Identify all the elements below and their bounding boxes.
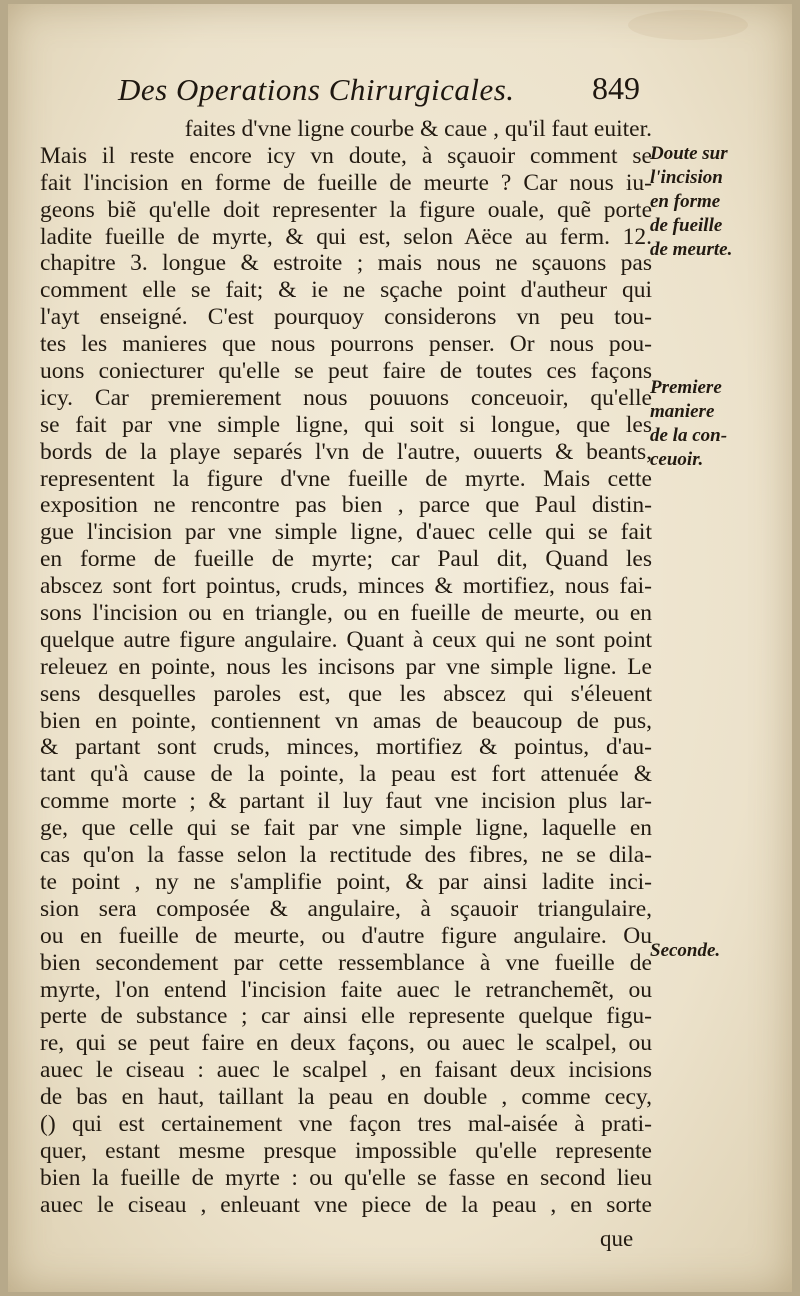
text-line: se fait par vne simple ligne, qui soit si longue, que les xyxy=(40,411,652,438)
text-line: sion sera composée & angulaire, à sçauoir triangulaire, xyxy=(40,895,652,922)
text-line: en forme de fueille de myrte; car Paul dit, Quand les xyxy=(40,546,652,573)
text-line: tant qu'à cause de la pointe, la peau est fort attenuée & xyxy=(40,761,652,788)
text-line: faites d'vne ligne courbe & caue , qu'il faut euiter. xyxy=(184,116,652,142)
text-line: geons biẽ qu'elle doit representer la figure ouale, quẽ porte xyxy=(40,196,652,223)
text-line: abscez sont fort pointus, cruds, minces & mortifiez, nous fai- xyxy=(40,573,652,600)
text-line: sens desquelles paroles est, que les abscez qui s'éleuent xyxy=(40,680,652,707)
text-line: releuez en pointe, nous les incisons par vne simple ligne. Le xyxy=(40,653,652,680)
text-line: re, qui se peut faire en deux façons, ou auec le scalpel, ou xyxy=(40,1030,652,1057)
text-line: te point , ny ne s'amplifie point, & par ainsi ladite inci- xyxy=(40,868,652,895)
text-line: chapitre 3. longue & estroite ; mais nous ne sçauons pas xyxy=(40,250,652,277)
margin-note-line: maniere xyxy=(650,401,715,422)
text-line: icy. Car premierement nous pouuons conceuoir, qu'elle xyxy=(40,384,652,411)
page-number: 849 xyxy=(592,70,640,106)
margin-note-line: Seconde. xyxy=(650,940,721,961)
text-line: & partant sont cruds, minces, mortifiez & pointus, d'au- xyxy=(40,734,652,761)
text-line: perte de substance ; car ainsi elle represente quelque figu- xyxy=(40,1003,652,1030)
margin-note-line: de meurte. xyxy=(650,239,733,260)
margin-note-line: ceuoir. xyxy=(650,449,704,470)
page-stain xyxy=(628,10,748,40)
text-line: bien la fueille de myrte : ou qu'elle se fasse en second lieu xyxy=(40,1164,652,1191)
text-line: ladite fueille de myrte, & qui est, selon Aëce au ferm. 12. xyxy=(40,223,652,250)
margin-note-line: de la con- xyxy=(650,425,728,446)
text-line: Mais il reste encore icy vn doute, à sçauoir comment se xyxy=(40,142,652,169)
text-line: ou en fueille de meurte, ou d'autre figure angulaire. Ou xyxy=(40,922,652,949)
text-line: exposition ne rencontre pas bien , parce que Paul distin- xyxy=(40,492,652,519)
margin-note-line: en forme xyxy=(650,191,721,212)
body-text xyxy=(40,116,652,1219)
margin-note-line: Doute sur xyxy=(650,143,728,164)
margin-note-line: Premiere xyxy=(650,377,722,398)
margin-note-premiere xyxy=(650,376,790,472)
book-page xyxy=(8,4,792,1292)
margin-note-doute xyxy=(650,142,790,262)
text-line: gue l'incision par vne simple ligne, d'auec celle qui se fait xyxy=(40,519,652,546)
text-line: tes les manieres que nous pourrons penser. Or nous pou- xyxy=(40,331,652,358)
margin-note-seconde xyxy=(650,939,790,963)
text-line: comme morte ; & partant il luy faut vne incision plus lar- xyxy=(40,788,652,815)
text-line: sons l'incision ou en triangle, ou en fueille de meurte, ou en xyxy=(40,600,652,627)
text-line: bien en pointe, contiennent vn amas de beaucoup de pus, xyxy=(40,707,652,734)
text-line: myrte, l'on entend l'incision faite auec le retranchemẽt, ou xyxy=(40,976,652,1003)
text-line: ge, que celle qui se fait par vne simple ligne, laquelle en xyxy=(40,815,652,842)
text-line: bords de la playe separés l'vn de l'autre, ouuerts & beants, xyxy=(40,438,652,465)
text-line: de bas en haut, taillant la peau en double , comme cecy, xyxy=(40,1084,652,1111)
text-line: bien secondement par cette ressemblance à vne fueille de xyxy=(40,949,652,976)
text-line: () qui est certainement vne façon tres mal-aisée à prati- xyxy=(40,1110,652,1137)
text-line: uons coniecturer qu'elle se peut faire de toutes ces façons xyxy=(40,358,652,385)
page-header xyxy=(8,70,792,114)
text-line: comment elle se fait; & ie ne sçache point d'autheur qui xyxy=(40,277,652,304)
text-line: representent la figure d'vne fueille de myrte. Mais cette xyxy=(40,465,652,492)
margin-note-line: l'incision xyxy=(650,167,723,188)
text-line: l'ayt enseigné. C'est pourquoy considerons vn peu tou- xyxy=(40,304,652,331)
text-line: quer, estant mesme presque impossible qu'elle represente xyxy=(40,1137,652,1164)
text-line: cas qu'on la fasse selon la rectitude des fibres, ne se dila- xyxy=(40,842,652,869)
text-line: auec le ciseau : auec le scalpel , en faisant deux incisions xyxy=(40,1057,652,1084)
running-title: Des Operations Chirurgicales. xyxy=(118,72,515,107)
text-line: auec le ciseau , enleuant vne piece de la peau , en sorte xyxy=(40,1191,652,1218)
margin-note-line: de fueille xyxy=(650,215,723,236)
catchword: que xyxy=(600,1226,634,1251)
text-line: quelque autre figure angulaire. Quant à ceux qui ne sont point xyxy=(40,626,652,653)
text-line: fait l'incision en forme de fueille de meurte ? Car nous iu- xyxy=(40,169,652,196)
